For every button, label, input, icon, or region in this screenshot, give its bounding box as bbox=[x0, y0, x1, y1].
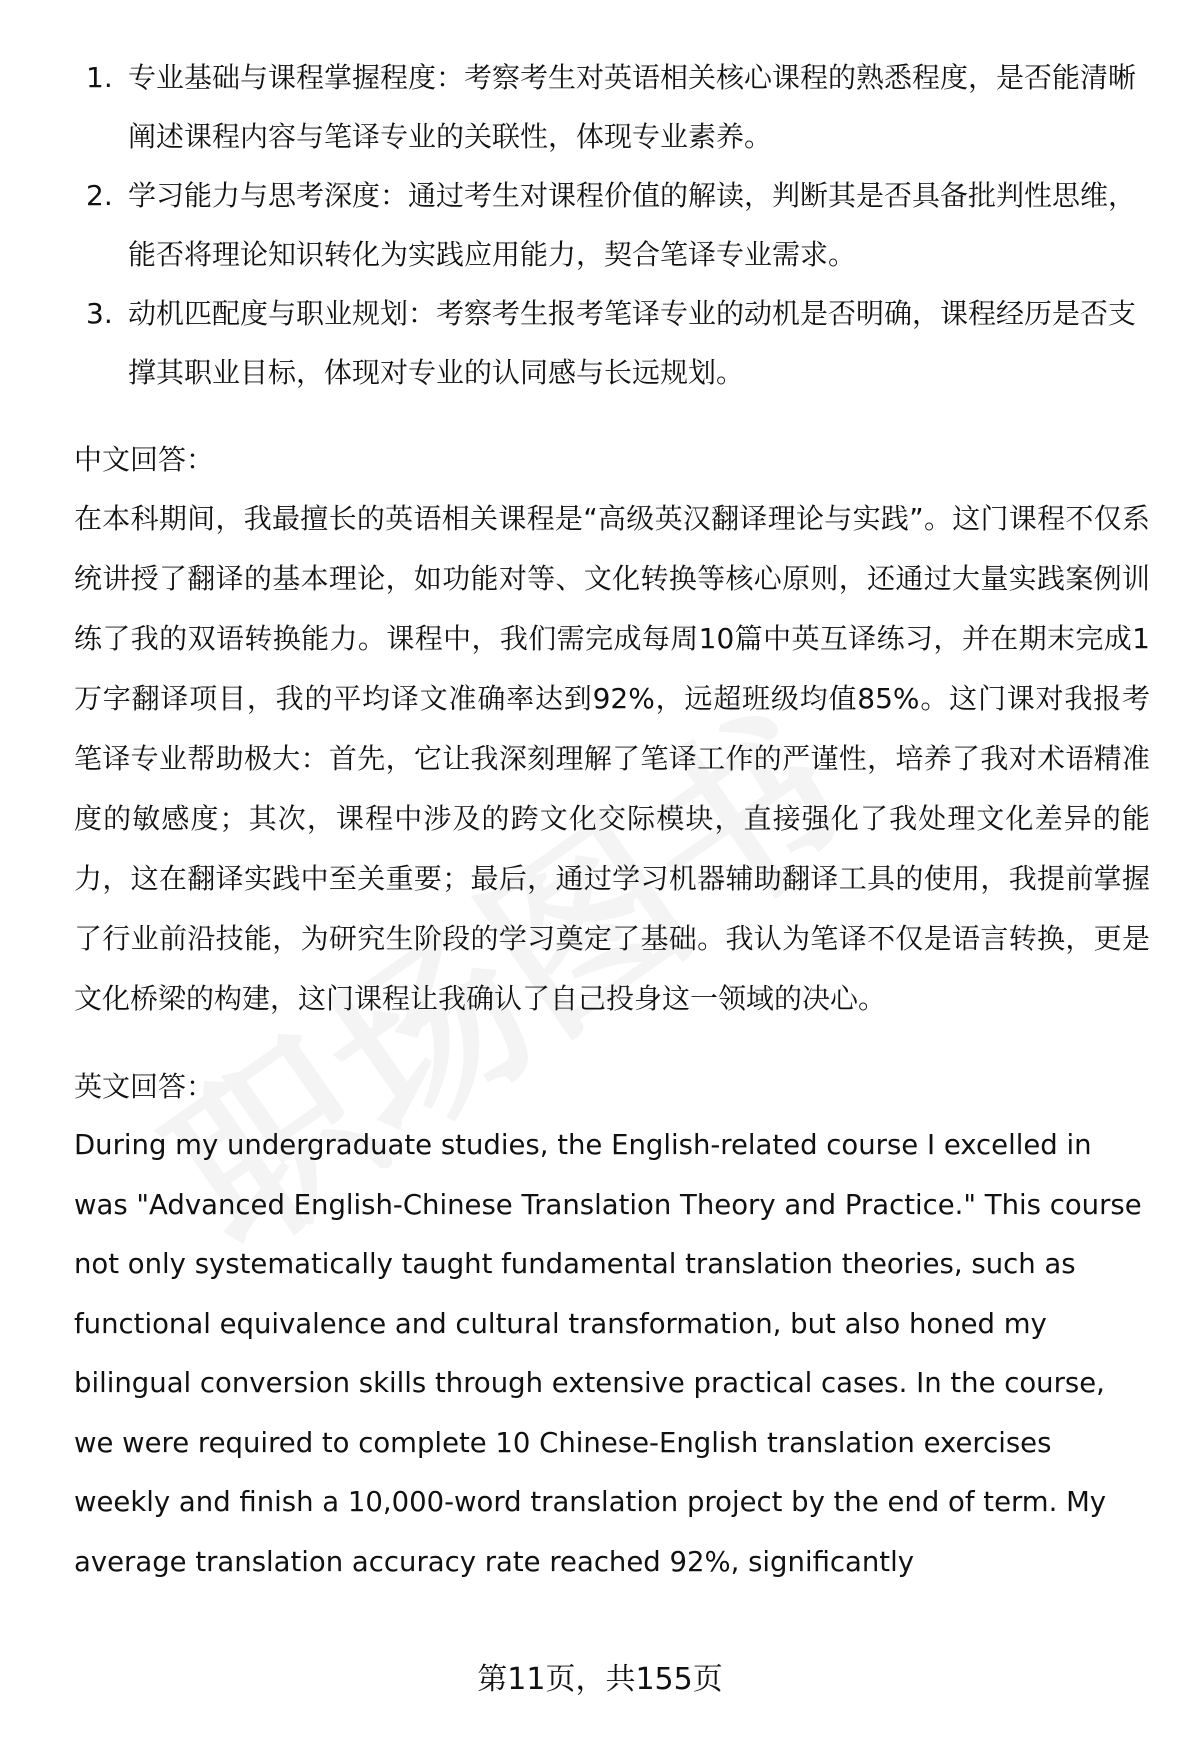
criteria-list bbox=[74, 48, 1150, 402]
list-item-text: 专业基础与课程掌握程度：考察考生对英语相关核心课程的熟悉程度，是否能清晰阐述课程内容与笔译专业的关联性，体现专业素养。 bbox=[128, 61, 1137, 153]
list-item-text: 学习能力与思考深度：通过考生对课程价值的解读，判断其是否具备批判性思维，能否将理论知识转化为实践应用能力，契合笔译专业需求。 bbox=[128, 179, 1137, 271]
page-number: 第11页，共155页 bbox=[477, 1662, 723, 1697]
list-item-text: 动机匹配度与职业规划：考察考生报考笔译专业的动机是否明确，课程经历是否支撑其职业目标，体现对专业的认同感与长远规划。 bbox=[128, 297, 1137, 389]
list-number: 2. bbox=[86, 179, 113, 212]
list-item bbox=[74, 284, 1150, 402]
list-number: 3. bbox=[86, 297, 113, 330]
chinese-answer-label: 中文回答： bbox=[74, 443, 215, 476]
list-item bbox=[74, 48, 1150, 166]
english-answer-text: During my undergraduate studies, the English-related course I excelled in was "Advanced English-Chinese Translation Theory and Practice." This course not only systematically taught fundamental translation theories, such as functional equivalence and cultural transformation, but also honed my bilingual conversion skills through extensive practical cases. In the course, we were required to complete 10 Chinese-English translation exercises weekly and finish a 10,000-word translation project by the end of term. My average translation accuracy rate reached 92%, significantly bbox=[74, 1129, 1142, 1578]
list-item bbox=[74, 166, 1150, 284]
page-content bbox=[74, 48, 1150, 1592]
list-number: 1. bbox=[86, 61, 113, 94]
chinese-answer-text: 在本科期间，我最擅长的英语相关课程是“高级英汉翻译理论与实践”。这门课程不仅系统讲授了翻译的基本理论，如功能对等、文化转换等核心原则，还通过大量实践案例训练了我的双语转换能力。课程中，我们需完成每周10篇中英互译练习，并在期末完成1万字翻译项目，我的平均译文准确率达到92%，远超班级均值85%。这门课对我报考笔译专业帮助极大：首先，它让我深刻理解了笔译工作的严谨性，培养了我对术语精准度的敏感度；其次，课程中涉及的跨文化交际模块，直接强化了我处理文化差异的能力，这在翻译实践中至关重要；最后，通过学习机器辅助翻译工具的使用，我提前掌握了行业前沿技能，为研究生阶段的学习奠定了基础。我认为笔译不仅是语言转换，更是文化桥梁的构建，这门课程让我确认了自己投身这一领域的决心。 bbox=[74, 502, 1150, 1015]
english-answer-label: 英文回答： bbox=[74, 1070, 215, 1103]
